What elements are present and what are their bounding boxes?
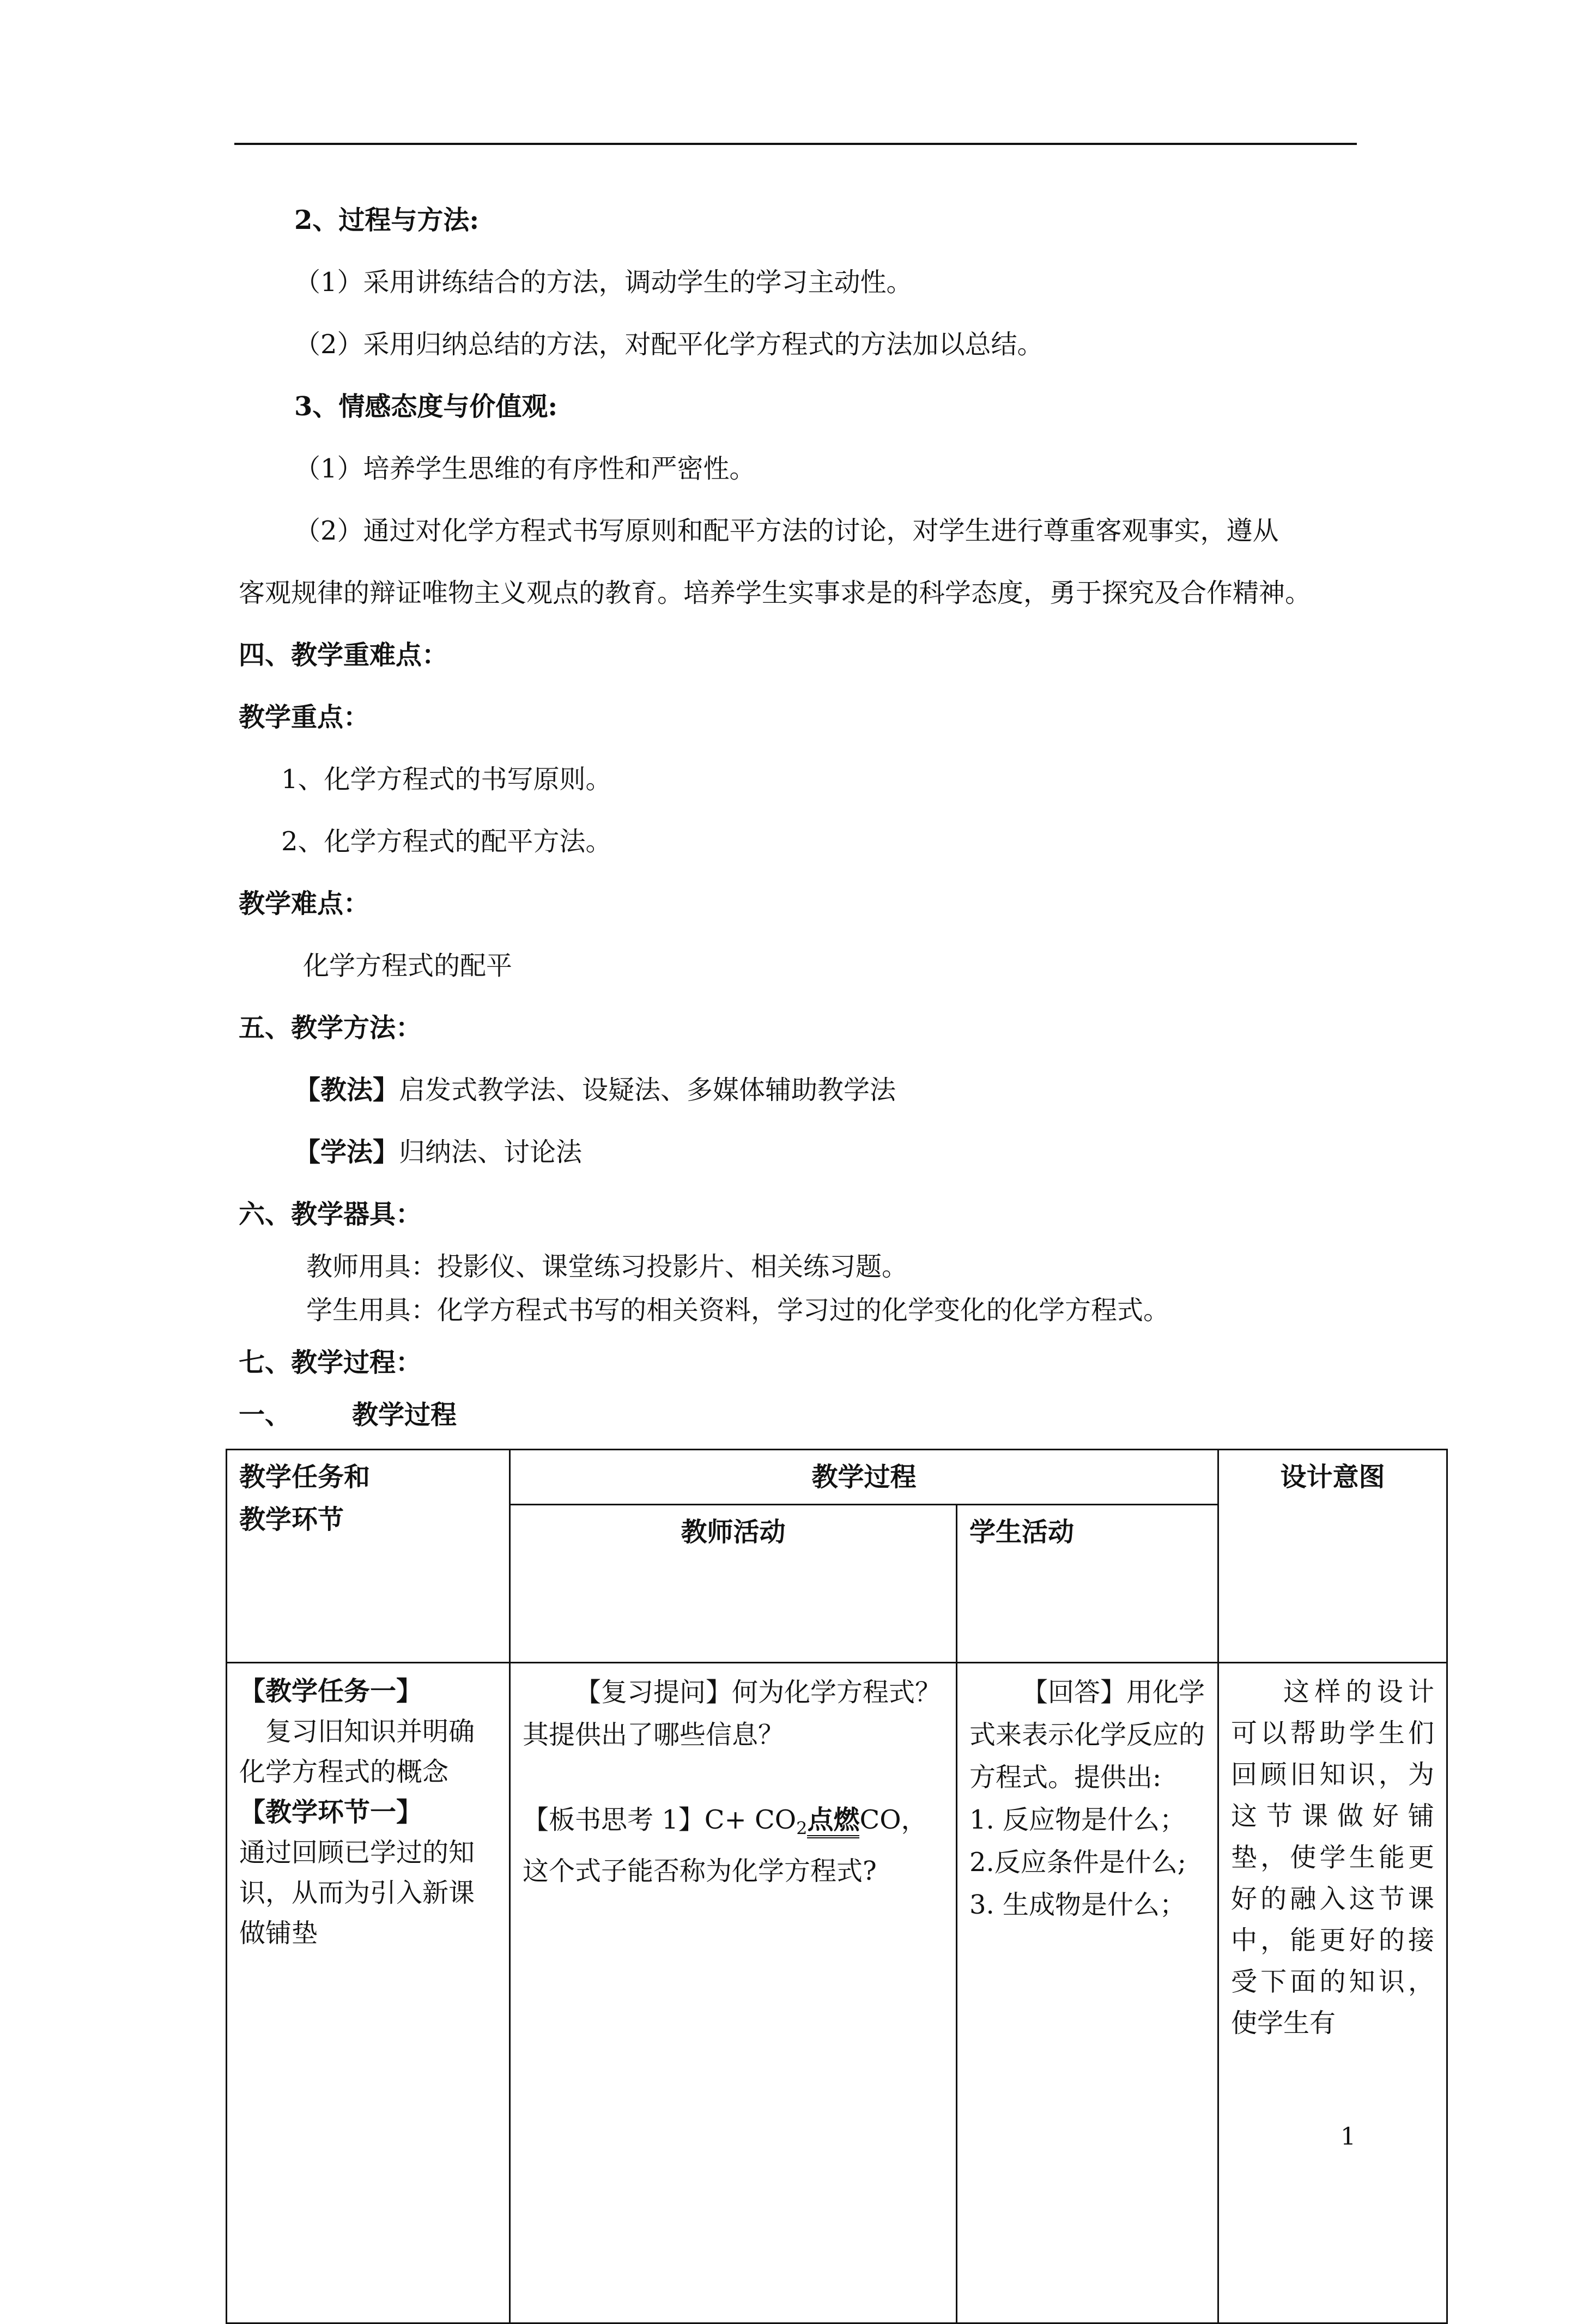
teaching-method-line	[294, 1074, 896, 1106]
text-line: 学生用具：化学方程式书写的相关资料，学习过的化学变化的化学方程式。	[306, 1295, 1170, 1326]
header-rule	[234, 143, 1357, 145]
equation-prefix: 【板书思考 1】C+ CO	[523, 1805, 797, 1835]
method-label: 【学法】	[294, 1137, 399, 1167]
text-line: （2）通过对化学方程式书写原则和配平方法的讨论，对学生进行尊重客观事实，遵从	[294, 516, 1279, 546]
link-title: 【教学环节一】	[239, 1797, 423, 1827]
section-heading: 七、教学过程：	[239, 1347, 422, 1378]
method-text: 启发式教学法、设疑法、多媒体辅助教学法	[399, 1075, 896, 1105]
text-line: （1）培养学生思维的有序性和严密性。	[294, 453, 756, 484]
header-teacher: 教师活动	[681, 1517, 786, 1547]
design-intent-text: 这样的设计可以帮助学生们回顾旧知识，为这节课做好铺垫，使学生能更好的融入这节课中，能更好的接受下面的知识，使学生有	[1231, 1677, 1435, 2038]
header-task-line2: 教学环节	[239, 1504, 344, 1535]
header-intent: 设计意图	[1280, 1462, 1385, 1492]
method-label: 【教法】	[294, 1075, 399, 1105]
list-item: 1、化学方程式的书写原则。	[281, 764, 612, 795]
text-line: 教师用具：投影仪、课堂练习投影片、相关练习题。	[306, 1251, 908, 1282]
link-desc: 通过回顾已学过的知识，从而为引入新课做铺垫	[239, 1837, 475, 1948]
student-item: 2.反应条件是什么;	[969, 1847, 1186, 1878]
section-heading: 五、教学方法：	[239, 1013, 422, 1043]
text-line: （2）采用归纳总结的方法，对配平化学方程式的方法加以总结。	[294, 329, 1044, 360]
subheading: 教学重点：	[239, 702, 370, 733]
sub-section-heading	[239, 1399, 457, 1431]
student-activity-cell	[957, 1663, 1218, 2323]
teaching-process-table	[226, 1449, 1448, 2324]
reaction-condition: 点燃	[807, 1805, 859, 1838]
header-process: 教学过程	[811, 1462, 917, 1492]
board-thinking	[523, 1799, 944, 1892]
text-line: （1）采用讲练结合的方法，调动学生的学习主动性。	[294, 267, 913, 298]
header-task-cell	[227, 1450, 510, 1663]
task-title: 【教学任务一】	[239, 1676, 423, 1706]
heading-text: 教学过程	[352, 1400, 457, 1430]
page-number: 1	[1341, 2123, 1356, 2151]
subheading: 教学难点：	[239, 888, 370, 919]
design-intent-cell	[1218, 1663, 1447, 2323]
header-student: 学生活动	[969, 1517, 1075, 1547]
method-text: 归纳法、讨论法	[399, 1137, 583, 1167]
header-teacher-cell	[510, 1505, 957, 1663]
heading-emotion-values: 3、情感态度与价值观:	[294, 391, 558, 422]
header-process-cell	[510, 1450, 1218, 1505]
text-line: 化学方程式的配平	[303, 951, 513, 981]
header-task-line1: 教学任务和	[239, 1462, 371, 1492]
review-question: 【复习提问】何为化学方程式？其提供出了哪些信息？	[523, 1677, 942, 1750]
student-item: 1. 反应物是什么；	[969, 1805, 1186, 1835]
section-heading: 六、教学器具：	[239, 1199, 422, 1230]
list-item: 2、化学方程式的配平方法。	[281, 826, 612, 857]
student-answer: 【回答】用化学式来表示化学反应的方程式。提供出:	[969, 1677, 1205, 1793]
header-student-cell	[957, 1505, 1218, 1663]
task-desc: 复习旧知识并明确化学方程式的概念	[239, 1716, 475, 1787]
header-intent-cell	[1218, 1450, 1447, 1663]
task-cell	[227, 1663, 510, 2323]
heading-number: 一、	[239, 1400, 292, 1430]
heading-process-method: 2、过程与方法:	[294, 205, 480, 235]
equation-suffix: CO，这个式子能否称为化学方程式?	[523, 1805, 927, 1886]
learning-method-line	[294, 1136, 582, 1169]
equation-subscript: 2	[796, 1818, 808, 1839]
student-item: 3. 生成物是什么；	[969, 1890, 1186, 1920]
text-line: 客观规律的辩证唯物主义观点的教育。培养学生实事求是的科学态度，勇于探究及合作精神。	[239, 578, 1312, 608]
section-heading: 四、教学重难点：	[239, 640, 448, 670]
teacher-activity-cell	[510, 1663, 957, 2323]
